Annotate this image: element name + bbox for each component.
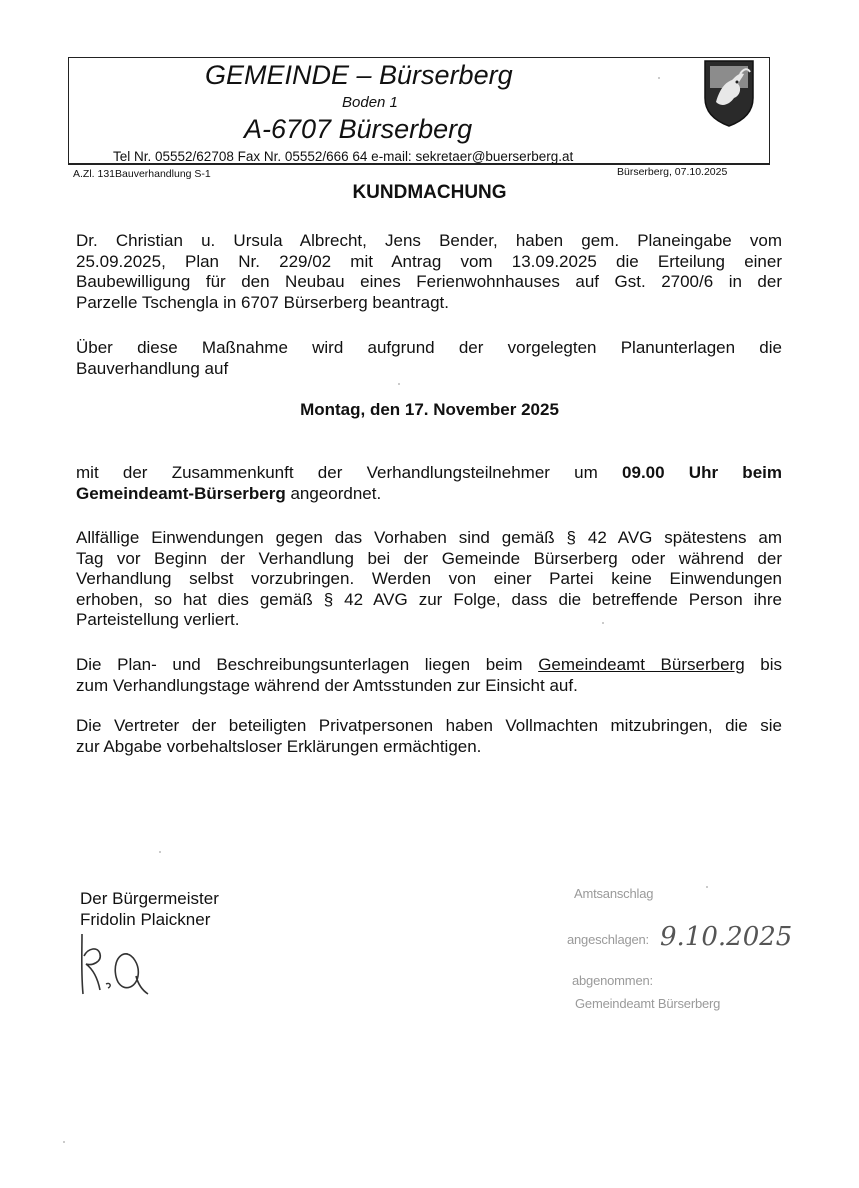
text-line <box>76 484 782 505</box>
stamp-posted-label: angeschlagen: <box>567 932 649 947</box>
text-line: Dr. Christian u. Ursula Albrecht, Jens Bender, haben gem. Planeingabe vom <box>76 231 782 250</box>
meeting-time: 09.00 Uhr beim <box>622 463 782 482</box>
paragraph-measure <box>76 338 782 379</box>
municipality-city: A-6707 Bürserberg <box>244 114 473 144</box>
text-line: Bauverhandlung auf <box>76 358 229 378</box>
paragraph-meeting <box>76 463 782 504</box>
place-date: Bürserberg, 07.10.2025 <box>617 166 728 178</box>
scan-speck <box>398 383 400 385</box>
text-line: Allfällige Einwendungen gegen das Vorhaben sind gemäß § 42 AVG spätestens am <box>76 528 782 547</box>
meeting-end: angeordnet. <box>290 483 382 503</box>
stamp-removed-label: abgenommen: <box>572 973 653 988</box>
signatory-name: Fridolin Plaickner <box>80 910 211 929</box>
signatory-role: Der Bürgermeister <box>80 889 219 908</box>
text-line: zur Abgabe vorbehaltsloser Erklärungen ermächtigen. <box>76 736 482 756</box>
signature-scrawl <box>76 932 166 998</box>
text-line: Parteistellung verliert. <box>76 610 240 629</box>
text-line: Die Vertreter der beteiligten Privatpersonen haben Vollmachten mitzubringen, die sie <box>76 716 782 735</box>
text-line: erhoben, so hat dies gemäß § 42 AVG zur Folge, dass die betreffende Person ihre <box>76 589 782 609</box>
meeting-place: Gemeindeamt-Bürserberg <box>76 483 286 503</box>
text-line: Verhandlung selbst vorzubringen. Werden von einer Partei keine Einwendungen <box>76 569 782 588</box>
scan-speck <box>658 77 660 79</box>
text-line <box>76 655 782 676</box>
text-line: Tag vor Beginn der Verhandlung bei der Gemeinde Bürserberg oder während der <box>76 548 782 568</box>
text-line: Baubewilligung für den Neubau eines Ferienwohnhauses auf Gst. 2700/6 in der <box>76 272 782 291</box>
contact-line: Tel Nr. 05552/62708 Fax Nr. 05552/666 64 e-mail: sekretaer@buerserberg.at <box>113 149 574 164</box>
paragraph-documents <box>76 655 782 696</box>
text-line: 25.09.2025, Plan Nr. 229/02 mit Antrag vom 13.09.2025 die Erteilung einer <box>76 251 782 271</box>
reference-number: A.Zl. 131Bauverhandlung S-1 <box>73 168 211 180</box>
text-line: zum Verhandlungstage während der Amtsstunden zur Einsicht auf. <box>76 675 578 695</box>
documents-end: bis <box>760 655 782 674</box>
municipality-title: GEMEINDE – Bürserberg <box>205 60 513 90</box>
documents-office: Gemeindeamt Bürserberg <box>538 655 745 674</box>
scan-speck <box>602 622 604 624</box>
paragraph-representatives <box>76 716 782 757</box>
meeting-text: mit der Zusammenkunft der Verhandlungsteilnehmer um <box>76 463 598 482</box>
scan-speck <box>159 851 161 853</box>
scan-speck <box>63 1141 65 1143</box>
stamp-title: Amtsanschlag <box>574 886 654 901</box>
coat-of-arms-icon <box>702 58 756 128</box>
municipality-street: Boden 1 <box>342 94 398 111</box>
documents-text: Die Plan- und Beschreibungsunterlagen liegen beim <box>76 655 523 674</box>
text-line <box>76 463 782 484</box>
document-heading: KUNDMACHUNG <box>352 182 507 203</box>
scan-speck <box>706 886 708 888</box>
meeting-date: Montag, den 17. November 2025 <box>300 400 559 419</box>
stamp-posted-date: 9.10.2025 <box>660 922 793 952</box>
paragraph-application <box>76 231 782 313</box>
paragraph-objections <box>76 528 782 631</box>
text-line: Über diese Maßnahme wird aufgrund der vorgelegten Planunterlagen die <box>76 338 782 357</box>
text-line: Parzelle Tschengla in 6707 Bürserberg beantragt. <box>76 292 449 312</box>
stamp-office: Gemeindeamt Bürserberg <box>575 996 721 1011</box>
